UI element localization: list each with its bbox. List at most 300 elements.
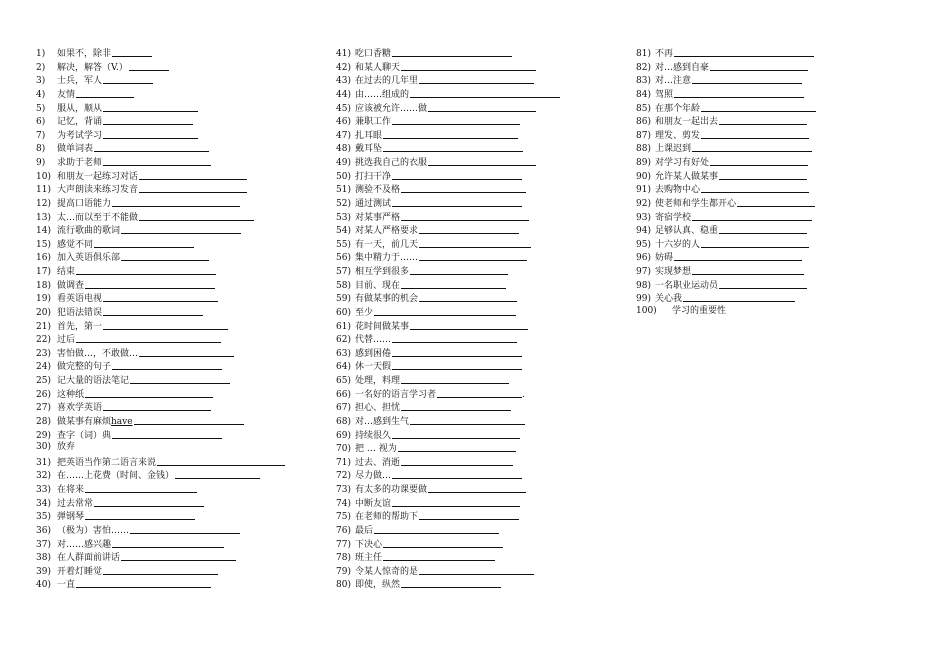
item-prompt: 解决，解答（V.） <box>57 62 128 73</box>
item-number: 69) <box>336 430 351 441</box>
answer-blank[interactable] <box>139 211 254 221</box>
answer-blank[interactable] <box>701 238 809 248</box>
item-number: 94) <box>636 226 651 237</box>
item-number: 47) <box>336 130 351 141</box>
answer-blank[interactable] <box>428 156 536 166</box>
answer-blank[interactable] <box>392 429 520 439</box>
item-number: 14) <box>36 226 51 237</box>
item-prompt: 感觉不同 <box>57 239 94 250</box>
list-item <box>36 577 336 591</box>
answer-blank[interactable] <box>374 524 499 534</box>
item-number: 9) <box>36 158 46 168</box>
answer-blank[interactable] <box>419 565 534 575</box>
list-item <box>336 400 632 414</box>
answer-blank[interactable] <box>121 224 241 234</box>
answer-blank[interactable] <box>392 333 517 343</box>
item-prompt: 十六岁的人 <box>655 239 701 250</box>
item-number: 2) <box>36 62 46 73</box>
list-item <box>36 537 336 551</box>
list-item <box>636 87 926 101</box>
answer-blank[interactable] <box>410 320 528 330</box>
list-item <box>36 101 336 115</box>
answer-blank[interactable] <box>419 292 517 302</box>
item-number: 11) <box>36 185 51 196</box>
item-prompt: 查字（词）典 <box>57 430 112 441</box>
item-number: 13) <box>36 212 51 223</box>
item-number: 40) <box>36 580 51 591</box>
item-prompt: 放弃 <box>57 442 76 453</box>
answer-blank[interactable] <box>85 483 197 493</box>
item-prompt: 扎耳眼 <box>355 130 383 141</box>
answer-blank[interactable] <box>401 279 506 289</box>
list-item <box>336 373 632 387</box>
item-number: 73) <box>336 485 351 495</box>
item-number: 81) <box>636 49 651 59</box>
list-item <box>36 141 336 155</box>
item-tail: . <box>522 389 525 400</box>
list-item <box>36 46 336 60</box>
answer-blank[interactable] <box>410 88 560 98</box>
item-number: 29) <box>36 430 51 441</box>
answer-blank[interactable] <box>701 183 809 193</box>
list-item <box>36 250 336 264</box>
item-number: 50) <box>336 171 351 182</box>
answer-blank[interactable] <box>419 74 534 84</box>
answer-blank[interactable] <box>103 102 198 112</box>
item-prompt: 集中精力于…… <box>355 253 419 264</box>
list-item <box>336 537 632 551</box>
answer-blank[interactable] <box>103 292 218 302</box>
item-prompt: 对…注意 <box>655 76 692 87</box>
item-prompt: 为考试学习 <box>57 130 103 141</box>
item-number: 97) <box>636 267 651 277</box>
answer-blank[interactable] <box>701 129 809 139</box>
list-item <box>36 210 336 224</box>
answer-blank[interactable] <box>121 251 209 261</box>
item-number: 19) <box>36 294 51 305</box>
item-number: 89) <box>636 158 651 168</box>
list-item <box>336 319 632 333</box>
answer-blank[interactable] <box>103 74 153 84</box>
item-number: 46) <box>336 117 351 128</box>
item-prompt: 班主任 <box>355 553 383 564</box>
answer-blank[interactable] <box>383 538 503 548</box>
answer-blank[interactable] <box>76 578 211 588</box>
item-prompt: 做某事有麻烦 <box>57 416 112 427</box>
item-prompt: 即使，纵然 <box>355 580 401 591</box>
item-prompt: 使老师和学生都开心 <box>655 198 737 209</box>
item-number: 88) <box>636 144 651 155</box>
item-number: 84) <box>636 89 651 100</box>
answer-blank[interactable] <box>103 115 193 125</box>
list-item <box>336 182 632 196</box>
answer-blank[interactable] <box>710 61 808 71</box>
list-item <box>336 305 632 319</box>
answer-blank[interactable] <box>401 401 511 411</box>
item-number: 49) <box>336 158 351 168</box>
list-item <box>36 332 336 346</box>
list-item <box>36 114 336 128</box>
answer-blank[interactable] <box>112 47 152 57</box>
item-number: 80) <box>336 580 351 591</box>
list-item <box>636 155 926 169</box>
answer-blank[interactable] <box>401 211 529 221</box>
item-prompt: 把英语当作第二语言来说 <box>57 457 157 468</box>
answer-blank[interactable] <box>737 197 815 207</box>
list-item <box>36 550 336 564</box>
item-number: 31) <box>36 457 51 468</box>
item-prompt: 喜欢学英语 <box>57 403 103 414</box>
item-number: 100) <box>636 305 657 316</box>
list-item <box>36 455 336 469</box>
item-prompt: 把 … 视为 <box>355 444 397 455</box>
item-prompt: 害怕做…，不敢做… <box>57 348 139 359</box>
item-hint: have <box>111 416 133 427</box>
item-prompt: 对某事严格 <box>355 212 401 223</box>
list-item <box>36 223 336 237</box>
answer-blank[interactable] <box>103 565 218 575</box>
list-item <box>336 428 632 442</box>
item-number: 52) <box>336 198 351 209</box>
item-prompt: 友情 <box>57 89 76 100</box>
answer-blank[interactable] <box>692 74 802 84</box>
item-prompt: 弹钢琴 <box>57 512 85 523</box>
item-prompt: 在人群面前讲话 <box>57 553 121 564</box>
item-prompt: 实现梦想 <box>655 267 692 277</box>
item-prompt: 大声朗读来练习发音 <box>57 185 139 196</box>
item-prompt: 士兵，军人 <box>57 76 103 87</box>
list-item <box>336 114 632 128</box>
list-item <box>636 46 926 60</box>
answer-blank[interactable] <box>692 265 804 275</box>
list-item <box>636 291 926 305</box>
item-number: 27) <box>36 403 51 414</box>
answer-blank[interactable] <box>103 156 211 166</box>
item-number: 85) <box>636 103 651 114</box>
list-item <box>336 264 632 278</box>
item-number: 3) <box>36 76 46 87</box>
item-number: 5) <box>36 103 46 114</box>
item-number: 72) <box>336 471 351 482</box>
list-item <box>36 441 336 455</box>
item-prompt: 对…感到自豪 <box>655 62 710 73</box>
answer-blank[interactable] <box>103 306 203 316</box>
answer-blank[interactable] <box>383 129 518 139</box>
answer-blank[interactable] <box>392 47 512 57</box>
list-item <box>636 305 926 319</box>
item-number: 15) <box>36 239 51 250</box>
answer-blank[interactable] <box>398 442 516 452</box>
list-item <box>36 73 336 87</box>
answer-blank[interactable] <box>419 510 519 520</box>
answer-blank[interactable] <box>437 388 522 398</box>
list-item <box>36 237 336 251</box>
item-prompt: 做调查 <box>57 280 85 291</box>
answer-blank[interactable] <box>112 538 224 548</box>
answer-blank[interactable] <box>419 238 531 248</box>
item-prompt: （极为）害怕…… <box>57 525 130 536</box>
item-number: 83) <box>636 76 651 87</box>
item-number: 77) <box>336 539 351 550</box>
list-item <box>336 223 632 237</box>
answer-blank[interactable] <box>392 469 522 479</box>
item-number: 35) <box>36 512 51 523</box>
item-prompt: 担心、担忧 <box>355 403 401 414</box>
list-item <box>36 509 336 523</box>
answer-blank[interactable] <box>103 129 198 139</box>
item-prompt: 做完整的句子 <box>57 362 112 373</box>
answer-blank[interactable] <box>401 456 513 466</box>
item-number: 99) <box>636 294 651 305</box>
list-item <box>36 264 336 278</box>
answer-blank[interactable] <box>392 197 522 207</box>
item-number: 71) <box>336 457 351 468</box>
item-prompt: 去购物中心 <box>655 185 701 196</box>
item-prompt: 尽力做… <box>355 471 392 482</box>
item-number: 8) <box>36 144 46 155</box>
answer-blank[interactable] <box>157 456 285 466</box>
item-number: 42) <box>336 62 351 73</box>
item-prompt: 对…感到生气 <box>355 416 410 427</box>
item-prompt: 戴耳坠 <box>355 144 383 155</box>
list-item <box>336 128 632 142</box>
item-number: 67) <box>336 403 351 414</box>
item-number: 44) <box>336 89 351 100</box>
answer-blank[interactable] <box>76 265 216 275</box>
item-number: 76) <box>336 525 351 536</box>
answer-blank[interactable] <box>719 170 807 180</box>
item-number: 62) <box>336 335 351 346</box>
list-item <box>336 250 632 264</box>
item-number: 95) <box>636 239 651 250</box>
answer-blank[interactable] <box>103 401 211 411</box>
item-prompt: 至少 <box>355 307 374 318</box>
item-prompt: 有一天，前几天 <box>355 239 419 250</box>
answer-blank[interactable] <box>392 115 520 125</box>
item-number: 48) <box>336 144 351 155</box>
answer-blank[interactable] <box>701 102 816 112</box>
answer-blank[interactable] <box>674 88 804 98</box>
answer-blank[interactable] <box>134 415 244 425</box>
answer-blank[interactable] <box>710 156 808 166</box>
list-item <box>336 455 632 469</box>
column-1 <box>36 46 336 591</box>
list-item <box>636 250 926 264</box>
item-number: 53) <box>336 212 351 223</box>
answer-blank[interactable] <box>683 292 795 302</box>
answer-blank[interactable] <box>692 211 812 221</box>
list-item <box>36 155 336 169</box>
item-prompt: 理发、剪发 <box>655 130 701 141</box>
list-item <box>36 169 336 183</box>
item-number: 51) <box>336 185 351 196</box>
item-prompt: 记忆，背诵 <box>57 117 103 128</box>
list-item <box>636 196 926 210</box>
answer-blank[interactable] <box>129 61 169 71</box>
answer-blank[interactable] <box>121 551 236 561</box>
list-item <box>336 291 632 305</box>
item-number: 63) <box>336 348 351 359</box>
item-number: 66) <box>336 389 351 400</box>
answer-blank[interactable] <box>719 115 807 125</box>
item-prompt: 吃口香糖 <box>355 49 392 59</box>
answer-blank[interactable] <box>175 469 260 479</box>
answer-blank[interactable] <box>392 360 522 370</box>
list-item <box>336 523 632 537</box>
item-prompt: 最后 <box>355 525 374 536</box>
list-item <box>636 223 926 237</box>
item-number: 39) <box>36 566 51 577</box>
list-item <box>36 428 336 442</box>
answer-blank[interactable] <box>392 497 520 507</box>
item-prompt: 一名好的语言学习者 <box>355 389 437 400</box>
list-item <box>636 60 926 74</box>
answer-blank[interactable] <box>94 497 204 507</box>
item-prompt: 不再 <box>655 49 674 59</box>
item-prompt: 目前、现在 <box>355 280 401 291</box>
list-item <box>336 577 632 591</box>
list-item <box>336 210 632 224</box>
answer-blank[interactable] <box>401 61 536 71</box>
answer-blank[interactable] <box>112 429 222 439</box>
list-item <box>336 46 632 60</box>
item-number: 34) <box>36 498 51 509</box>
item-prompt: 开着灯睡觉 <box>57 566 103 577</box>
list-item <box>36 496 336 510</box>
answer-blank[interactable] <box>674 47 814 57</box>
item-number: 91) <box>636 185 651 196</box>
answer-blank[interactable] <box>383 551 495 561</box>
answer-blank[interactable] <box>85 510 195 520</box>
list-item <box>336 387 632 401</box>
list-item <box>336 278 632 292</box>
answer-blank[interactable] <box>401 183 526 193</box>
item-prompt: 看英语电视 <box>57 294 103 305</box>
answer-blank[interactable] <box>401 578 501 588</box>
list-item <box>336 346 632 360</box>
item-prompt: 打扫干净 <box>355 171 392 182</box>
answer-blank[interactable] <box>674 251 802 261</box>
item-number: 59) <box>336 294 351 305</box>
list-item <box>36 414 336 428</box>
answer-blank[interactable] <box>719 279 807 289</box>
answer-blank[interactable] <box>94 238 194 248</box>
answer-blank[interactable] <box>139 170 247 180</box>
answer-blank[interactable] <box>428 483 526 493</box>
answer-blank[interactable] <box>374 306 516 316</box>
item-prompt: 在将来 <box>57 485 85 495</box>
item-prompt: 测验不及格 <box>355 185 401 196</box>
item-prompt: 加入英语俱乐部 <box>57 253 121 264</box>
answer-blank[interactable] <box>85 279 215 289</box>
item-number: 24) <box>36 362 51 373</box>
item-prompt: 休一天假 <box>355 362 392 373</box>
list-item <box>36 128 336 142</box>
item-number: 36) <box>36 525 51 536</box>
list-item <box>336 237 632 251</box>
answer-blank[interactable] <box>719 224 807 234</box>
answer-blank[interactable] <box>692 142 812 152</box>
item-prompt: 如果不，除非 <box>57 49 112 59</box>
answer-blank[interactable] <box>103 320 228 330</box>
list-item <box>36 359 336 373</box>
item-prompt: 在那个年龄 <box>655 103 701 114</box>
item-number: 86) <box>636 117 651 128</box>
answer-blank[interactable] <box>112 360 222 370</box>
list-item <box>636 73 926 87</box>
list-item <box>636 128 926 142</box>
item-prompt: 持续很久 <box>355 430 392 441</box>
answer-blank[interactable] <box>76 88 134 98</box>
answer-blank[interactable] <box>112 197 240 207</box>
item-prompt: 记大量的语法笔记 <box>57 376 130 386</box>
answer-blank[interactable] <box>76 333 221 343</box>
list-item <box>336 414 632 428</box>
answer-blank[interactable] <box>130 374 230 384</box>
answer-blank[interactable] <box>130 524 240 534</box>
list-item <box>336 60 632 74</box>
answer-blank[interactable] <box>139 183 247 193</box>
item-number: 21) <box>36 321 51 332</box>
list-item <box>336 550 632 564</box>
item-prompt: 兼职工作 <box>355 117 392 128</box>
answer-blank[interactable] <box>419 224 519 234</box>
item-number: 28) <box>36 416 51 427</box>
item-prompt: 有太多的功课要做 <box>355 485 428 495</box>
list-item <box>36 346 336 360</box>
answer-blank[interactable] <box>94 142 209 152</box>
list-item <box>336 73 632 87</box>
item-number: 30) <box>36 442 51 453</box>
list-item <box>336 196 632 210</box>
answer-blank[interactable] <box>419 251 527 261</box>
item-number: 10) <box>36 171 51 182</box>
answer-blank[interactable] <box>392 347 522 357</box>
list-item <box>336 101 632 115</box>
list-item <box>336 155 632 169</box>
answer-blank[interactable] <box>139 347 234 357</box>
answer-blank[interactable] <box>392 170 522 180</box>
item-number: 23) <box>36 348 51 359</box>
list-item <box>336 359 632 373</box>
list-item <box>636 114 926 128</box>
item-prompt: 代替…… <box>355 335 392 346</box>
column-2 <box>336 46 632 591</box>
answer-blank[interactable] <box>410 265 508 275</box>
list-item <box>36 468 336 482</box>
item-prompt: 对……感兴趣 <box>57 539 112 550</box>
item-number: 98) <box>636 280 651 291</box>
answer-blank[interactable] <box>383 142 523 152</box>
list-item <box>36 400 336 414</box>
answer-blank[interactable] <box>410 415 525 425</box>
item-prompt: 有做某事的机会 <box>355 294 419 305</box>
item-prompt: 和朋友一起练习对话 <box>57 171 139 182</box>
list-item <box>36 319 336 333</box>
item-number: 61) <box>336 321 351 332</box>
answer-blank[interactable] <box>85 388 213 398</box>
item-number: 18) <box>36 280 51 291</box>
item-number: 4) <box>36 89 46 100</box>
list-item <box>636 237 926 251</box>
item-prompt: 妨碍 <box>655 253 674 264</box>
item-prompt: 这种纸 <box>57 389 85 400</box>
list-item <box>636 101 926 115</box>
answer-blank[interactable] <box>401 374 509 384</box>
item-number: 93) <box>636 212 651 223</box>
answer-blank[interactable] <box>428 102 536 112</box>
item-number: 38) <box>36 553 51 564</box>
